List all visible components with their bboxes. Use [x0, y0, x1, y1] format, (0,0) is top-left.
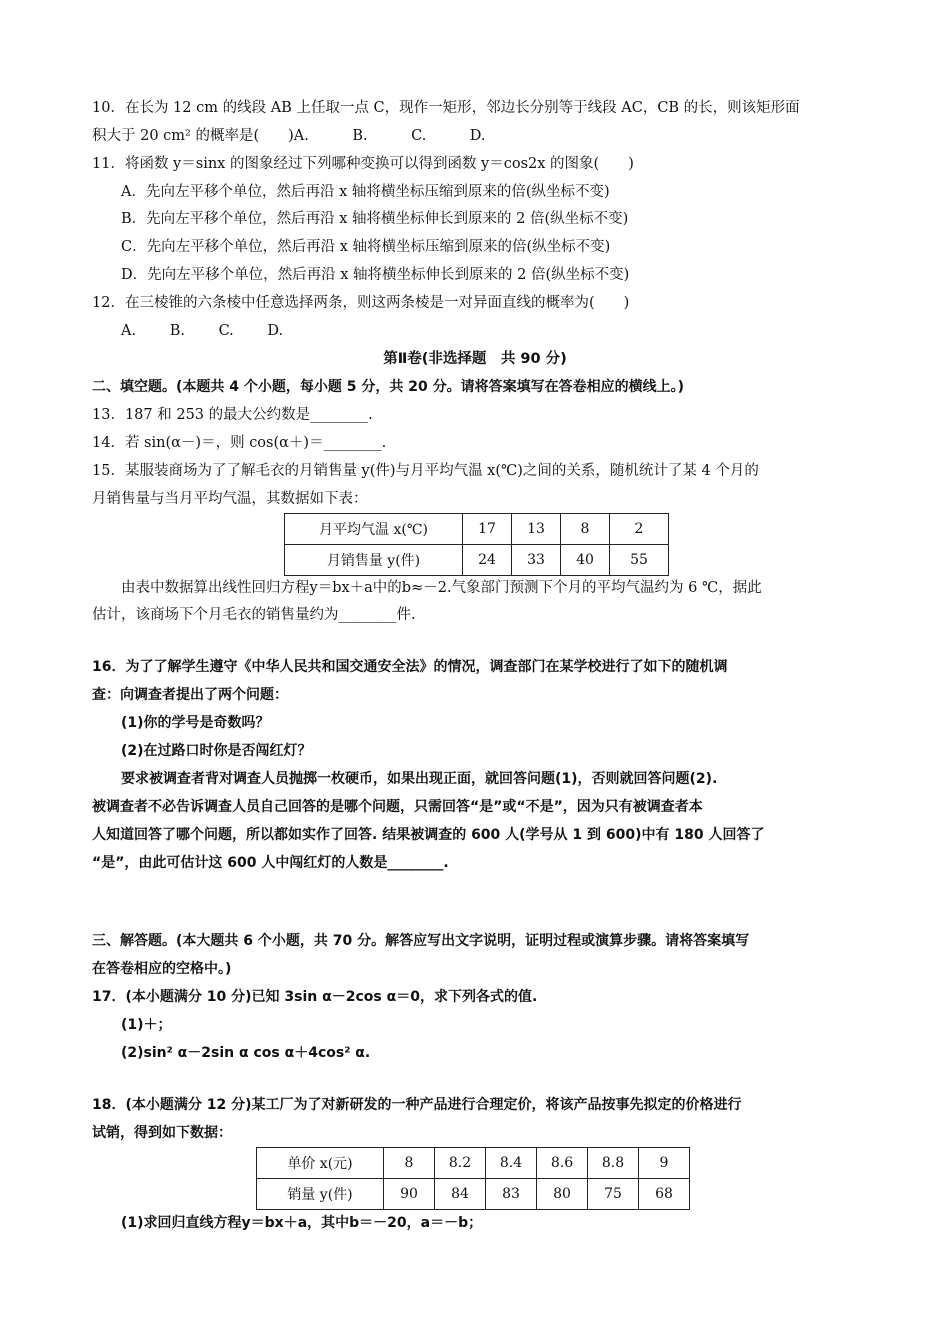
q11-option-c: C．先向左平移个单位，然后再沿 x 轴将横坐标压缩到原来的倍(纵坐标不变) — [121, 239, 611, 255]
q15-line4: 估计，该商场下个月毛衣的销售量约为________件. — [92, 607, 416, 623]
q16-line5: 要求被调查者背对调查人员抛掷一枚硬币，如果出现正面，就回答问题(1)，否则就回答问题(2). — [121, 771, 718, 787]
q10-line1: 10．在长为 12 cm 的线段 AB 上任取一点 C，现作一矩形，邻边长分别等于线段 AC，CB 的长，则该矩形面 — [92, 100, 800, 116]
q10-line2: 积大于 20 cm² 的概率是( )A. B. C. D. — [92, 128, 486, 144]
table-cell: 13 — [512, 514, 561, 545]
q16-line6: 被调查者不必告诉调查人员自己回答的是哪个问题，只需回答“是”或“不是”，因为只有被调查者本 — [92, 799, 703, 815]
q18-table — [256, 1147, 690, 1210]
q16-question2: (2)在过路口时你是否闯红灯？ — [121, 743, 312, 759]
table-row — [285, 545, 669, 576]
q18-line1: 18．(本小题满分 12 分)某工厂为了对新研发的一种产品进行合理定价，将该产品按事先拟定的价格进行 — [92, 1097, 742, 1113]
table-cell: 40 — [561, 545, 610, 576]
section3-heading-line2: 在答卷相应的空格中。) — [92, 961, 232, 977]
table-cell: 8.6 — [537, 1148, 588, 1179]
table-row — [257, 1179, 690, 1210]
table-cell: 2 — [610, 514, 669, 545]
q15-line2: 月销售量与当月平均气温，其数据如下表： — [92, 491, 368, 507]
q12-stem: 12．在三棱锥的六条棱中任意选择两条，则这两条棱是一对异面直线的概率为( ) — [92, 295, 630, 311]
table-cell: 90 — [384, 1179, 435, 1210]
table-cell: 月销售量 y(件) — [285, 545, 463, 576]
q17-stem: 17．(本小题满分 10 分)已知 3sin α－2cos α＝0，求下列各式的值. — [92, 989, 538, 1005]
table-cell: 月平均气温 x(℃) — [285, 514, 463, 545]
section3-heading-line1: 三、解答题。(本大题共 6 个小题，共 70 分。解答应写出文字说明，证明过程或演算步骤。请将答案填写 — [92, 933, 750, 949]
table-cell: 24 — [463, 545, 512, 576]
table-cell: 80 — [537, 1179, 588, 1210]
q18-part1: (1)求回归直线方程y＝bx＋a，其中b＝－20，a＝－b； — [121, 1215, 483, 1231]
table-cell: 单价 x(元) — [257, 1148, 384, 1179]
q11-option-a: A．先向左平移个单位，然后再沿 x 轴将横坐标压缩到原来的倍(纵坐标不变) — [121, 184, 610, 200]
q16-line2: 查：向调查者提出了两个问题： — [92, 687, 288, 703]
q17-part1: (1)＋； — [121, 1017, 172, 1033]
q15-line1: 15．某服装商场为了了解毛衣的月销售量 y(件)与月平均气温 x(℃)之间的关系，随机统计了某 4 个月的 — [92, 463, 759, 479]
q15-table — [284, 513, 669, 576]
section2-heading: 二、填空题。(本题共 4 个小题，每小题 5 分，共 20 分。请将答案填写在答卷相应的横线上。) — [92, 379, 685, 395]
table-cell: 75 — [588, 1179, 639, 1210]
q14: 14．若 sin(α－)＝，则 cos(α＋)＝________. — [92, 435, 387, 451]
table-cell: 55 — [610, 545, 669, 576]
q16-line8: “是”，由此可估计这 600 人中闯红灯的人数是________. — [92, 855, 449, 871]
table-cell: 9 — [639, 1148, 690, 1179]
table-cell: 8.2 — [435, 1148, 486, 1179]
table-cell: 8 — [561, 514, 610, 545]
table-cell: 84 — [435, 1179, 486, 1210]
q16-line7: 人知道回答了哪个问题，所以都如实作了回答. 结果被调查的 600 人(学号从 1 到 600)中有 180 人回答了 — [92, 827, 765, 843]
q11-stem: 11．将函数 y＝sinx 的图象经过下列哪种变换可以得到函数 y＝cos2x 的图象( ) — [92, 156, 634, 172]
q13: 13．187 和 253 的最大公约数是________. — [92, 407, 373, 423]
table-cell: 8.8 — [588, 1148, 639, 1179]
table-cell: 销量 y(件) — [257, 1179, 384, 1210]
q12-options: A. B. C. D. — [121, 323, 284, 339]
q17-part2: (2)sin² α－2sin α cos α＋4cos² α. — [121, 1045, 371, 1061]
q16-line1: 16．为了了解学生遵守《中华人民共和国交通安全法》的情况，调查部门在某学校进行了如下的随机调 — [92, 659, 728, 675]
part2-title: 第Ⅱ卷(非选择题 共 90 分) — [383, 351, 567, 367]
table-cell: 8 — [384, 1148, 435, 1179]
table-cell: 68 — [639, 1179, 690, 1210]
table-row — [285, 514, 669, 545]
table-cell: 83 — [486, 1179, 537, 1210]
q11-option-d: D．先向左平移个单位，然后再沿 x 轴将横坐标伸长到原来的 2 倍(纵坐标不变) — [121, 267, 630, 283]
table-cell: 33 — [512, 545, 561, 576]
q16-question1: (1)你的学号是奇数吗？ — [121, 715, 270, 731]
table-row — [257, 1148, 690, 1179]
q18-line2: 试销，得到如下数据： — [92, 1125, 232, 1141]
table-cell: 8.4 — [486, 1148, 537, 1179]
q11-option-b: B．先向左平移个单位，然后再沿 x 轴将横坐标伸长到原来的 2 倍(纵坐标不变) — [121, 211, 629, 227]
table-cell: 17 — [463, 514, 512, 545]
q15-line3: 由表中数据算出线性回归方程y＝bx＋a中的b≈－2.气象部门预测下个月的平均气温约为 6 ℃，据此 — [121, 580, 762, 596]
